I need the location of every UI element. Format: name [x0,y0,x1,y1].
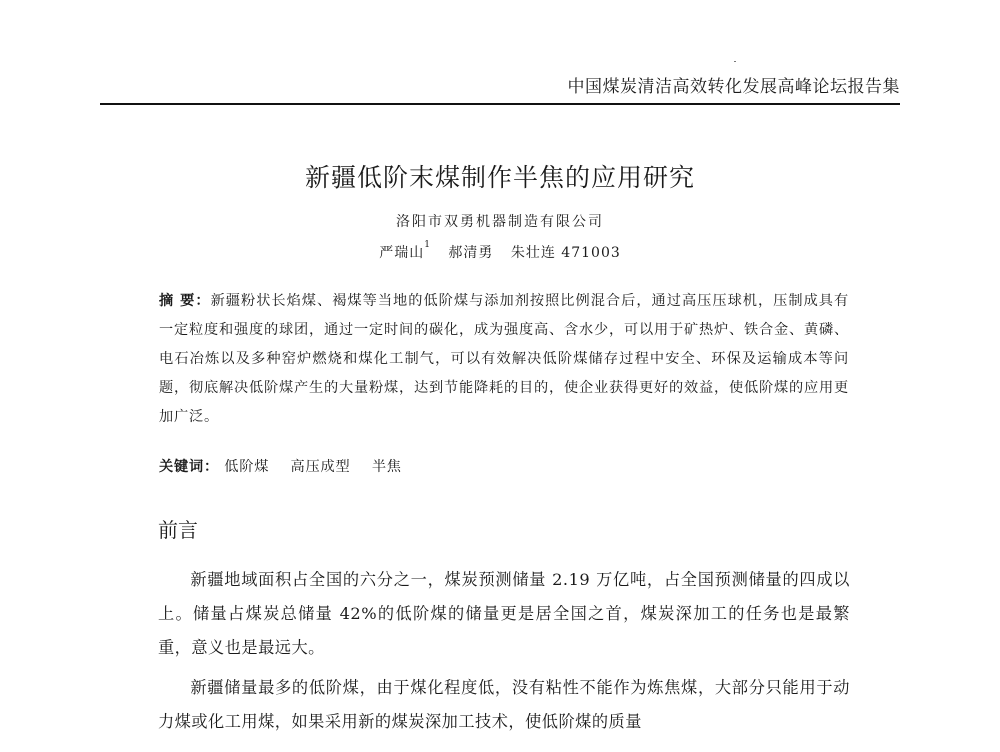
author-line [100,242,900,262]
keyword: 低阶煤 [224,459,270,475]
keywords-label: 关键词： [159,459,219,475]
paper-title: 新疆低阶末煤制作半焦的应用研究 [304,163,695,192]
author: 朱壮连 471003 [510,245,621,261]
author: 严瑞山$^1$ [379,240,431,261]
keywords [159,456,418,476]
keyword: 高压成型 [290,459,351,475]
abstract-label: 摘 要： [159,293,211,309]
body-paragraph: 新疆地域面积占全国的六分之一，煤炭预测储量 2.19 万亿吨，占全国预测储量的四成以上。储量占煤炭总储量 42%的低阶煤的储量更是居全国之首，煤炭深加工的任务也是最繁重，意义也是最远大。 [158,570,850,657]
body-paragraph: 新疆储量最多的低阶煤，由于煤化程度低，没有粘性不能作为炼焦煤，大部分只能用于动力煤或化工用煤，如果采用新的煤炭深加工技术，使低阶煤的质量 [158,678,850,731]
author: 郝清勇 [448,245,494,261]
abstract [159,287,849,432]
section-heading: 前言 [158,518,198,542]
running-header: 中国煤炭清洁高效转化发展高峰论坛报告集 [567,77,900,97]
header-rule [100,103,900,105]
affiliation: 洛阳市双勇机器制造有限公司 [396,214,604,230]
keyword: 半焦 [371,459,402,475]
abstract-text: 新疆粉状长焰煤、褐煤等当地的低阶煤与添加剂按照比例混合后，通过高压压球机，压制成具有一定粒度和强度的球团，通过一定时间的碳化，成为强度高、含水少，可以用于矿热炉、铁合金、黄磷、电石冶炼以及多种窑炉燃烧和煤化工制气，可以有效解决低阶煤储存过程中安全、环保及运输成本等问题，彻底解决低阶煤产生的大量粉煤，达到节能降耗的目的，使企业获得更好的效益，使低阶煤的应用更加广泛。 [159,293,849,425]
scan-speck [734,61,736,62]
